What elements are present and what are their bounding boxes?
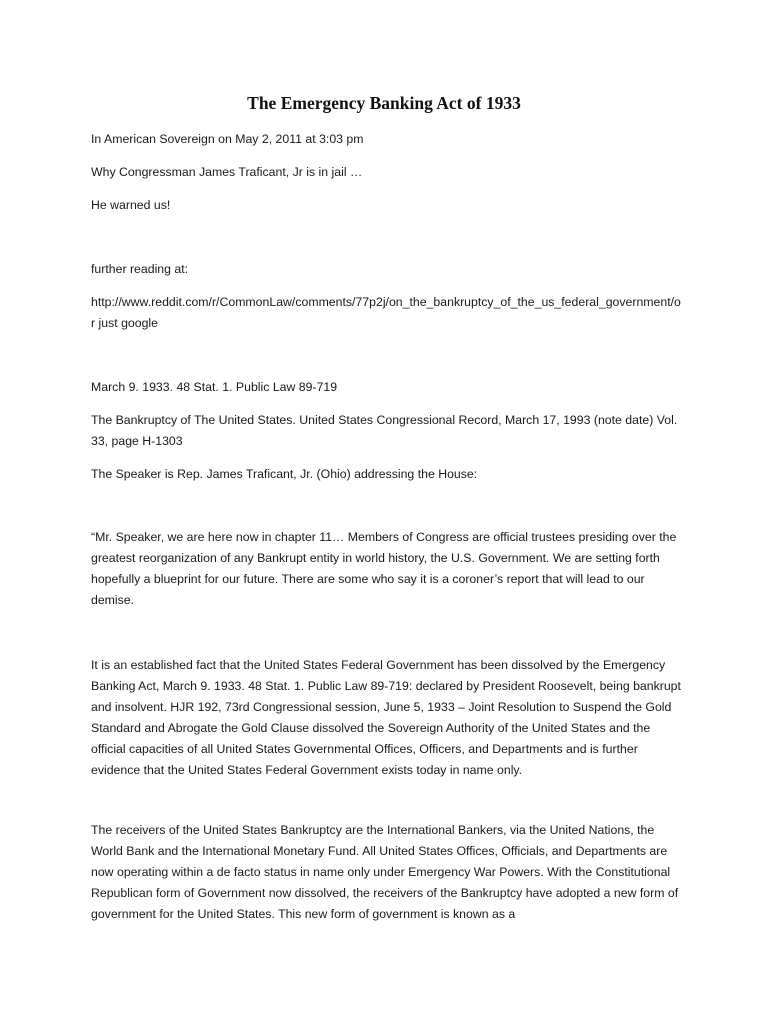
further-reading-label: further reading at: xyxy=(91,262,189,276)
byline: In American Sovereign on May 2, 2011 at 3:03 pm xyxy=(91,132,364,146)
paragraph-dissolved: It is an established fact that the United States Federal Government has been dissolved by the Emergency Banking Act, March 9. 1933. 48 Stat. 1. Public Law 89-719: declared by President Roosevelt, being bankrupt and insolvent. HJR 192, 73rd Congressional session, June 5, 1933 – Joint Resolution to Suspend the Gold Standard and Abrogate the Gold Clause dissolved the Sovereign Authority of the United States and the official capacities of all United States Governmental Offices, Officers, and Departments and is further evidence that the United States Federal Government exists today in name only. xyxy=(91,658,681,777)
further-reading-link[interactable]: http://www.reddit.com/r/CommonLaw/comments/77p2j/on_the_bankruptcy_of_the_us_federal_government/or just google xyxy=(91,295,681,330)
congressional-record-reference: The Bankruptcy of The United States. United States Congressional Record, March 17, 1993 (note date) Vol. 33, page H-1303 xyxy=(91,413,678,448)
speaker-quote: “Mr. Speaker, we are here now in chapter 11… Members of Congress are official trustees presiding over the greatest reorganization of any Bankrupt entity in world history, the U.S. Government. We are setting forth hopefully a blueprint for our future. There are some who say it is a coroner’s report that will lead to our demise. xyxy=(91,530,677,607)
speaker-intro: The Speaker is Rep. James Traficant, Jr. (Ohio) addressing the House: xyxy=(91,467,478,481)
warning-text: He warned us! xyxy=(91,198,171,212)
subtitle: Why Congressman James Traficant, Jr is in jail … xyxy=(91,165,363,179)
paragraph-receivers: The receivers of the United States Bankruptcy are the International Bankers, via the United Nations, the World Bank and the International Monetary Fund. All United States Offices, Officials, and Departments are now operating within a de facto status in name only under Emergency War Powers. With the Constitutional Republican form of Government now dissolved, the receivers of the Bankruptcy have adopted a new form of government for the United States. This new form of government is known as a xyxy=(91,823,679,921)
document-title: The Emergency Banking Act of 1933 xyxy=(247,93,521,113)
law-citation: March 9. 1933. 48 Stat. 1. Public Law 89-719 xyxy=(91,380,338,394)
